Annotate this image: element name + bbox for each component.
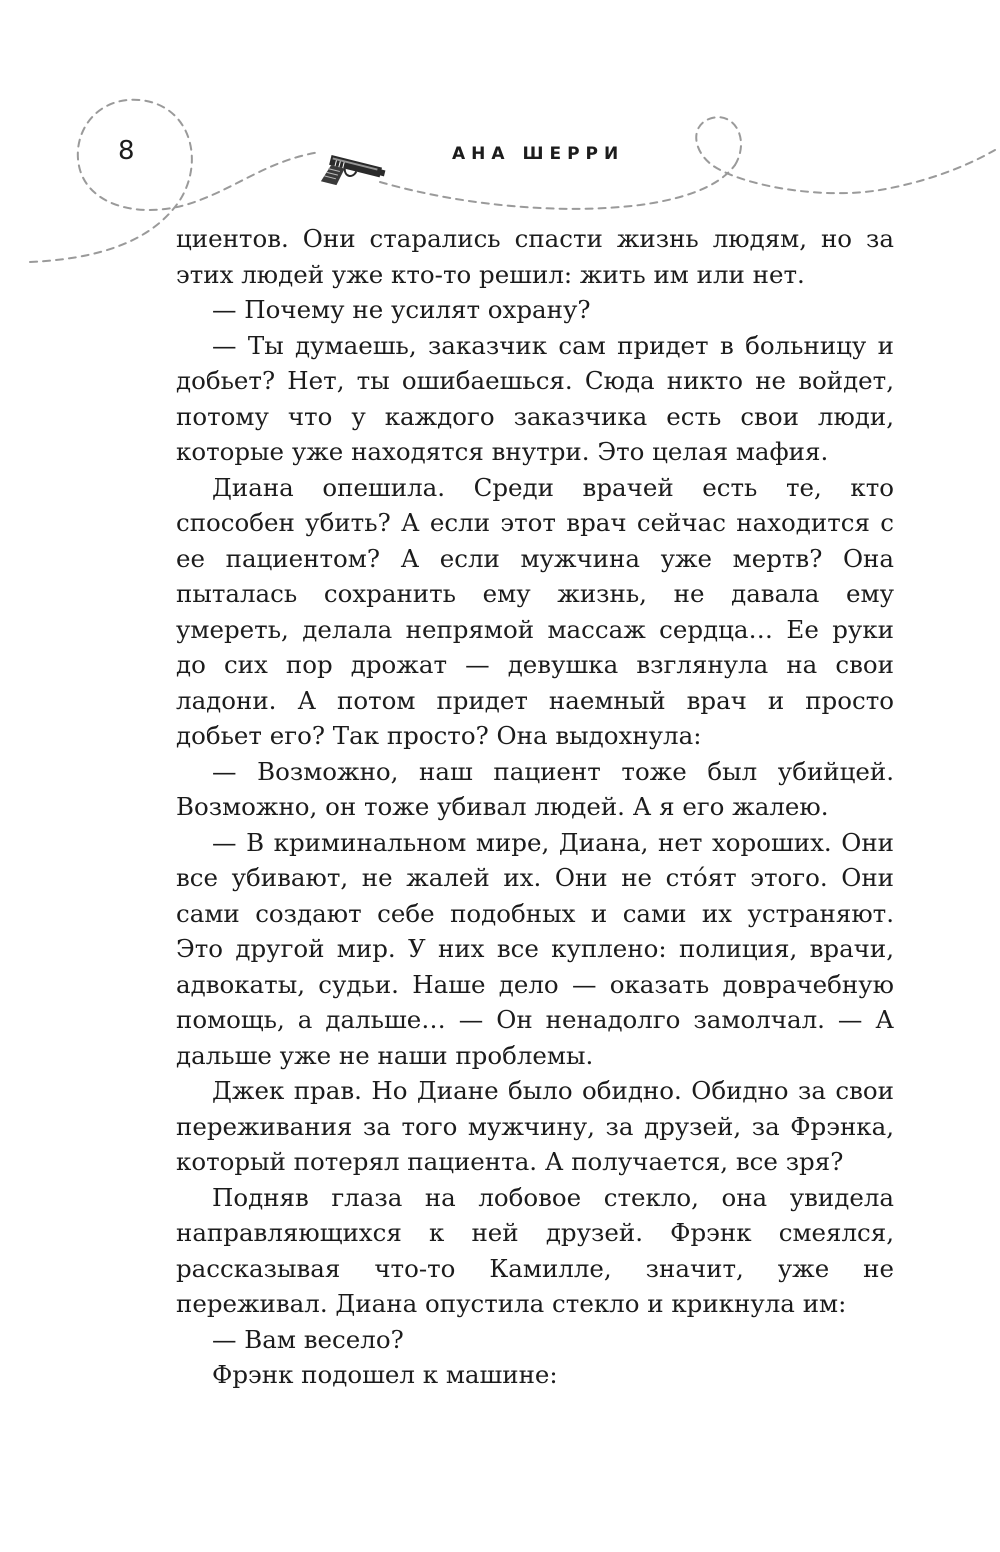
paragraph: — Вам весело? <box>212 1324 404 1354</box>
paragraph: — Возможно, наш пациент тоже был убийцей. Возможно, он тоже убивал людей. А я его жалею. <box>176 756 894 821</box>
right-loop-line <box>696 117 995 193</box>
paragraph: — В криминальном мире, Диана, нет хороших. Они все убивают, не жалей их. Они не сто́ят этого. Они сами создают себе подобных и сами их устраняют. Это другой мир. У них все куплено: полиция, врачи, адвокаты, судьи. Наше дело — оказать доврачебную помощь, а дальше… — Он ненадолго замолчал. — А дальше уже не наши проблемы. <box>176 827 894 1070</box>
paragraph: циентов. Они старались спасти жизнь людям, но за этих людей уже кто-то решил: жить им или нет. <box>176 224 894 289</box>
running-head-author: АНА ШЕРРИ <box>452 144 625 164</box>
paragraph: — Почему не усилят охрану? <box>212 295 591 324</box>
paragraph: Фрэнк подошел к машине: <box>212 1360 558 1389</box>
paragraph: — Ты думаешь, заказчик сам придет в больницу и добьет? Нет, ты ошибаешься. Сюда никто не войдет, потому что у каждого заказчика есть свои люди, которые уже находятся внутри. Это целая мафия. <box>176 330 894 466</box>
center-swoop-line <box>380 165 735 209</box>
paragraph: Джек прав. Но Диане было обидно. Обидно за свои переживания за того мужчину, за друзей, за Фрэнка, который потерял пациента. А получается, все зря? <box>176 1076 894 1176</box>
paragraph: Подняв глаза на лобовое стекло, она увидела направляющихся к ней друзей. Фрэнк смеялся, рассказывая что-то Камилле, значит, уже не переживал. Диана опустила стекло и крикнула им: <box>176 1182 894 1318</box>
pistol-icon <box>310 150 390 194</box>
page-number: 8 <box>118 136 135 166</box>
paragraph: Диана опешила. Среди врачей есть те, кто способен убить? А если этот врач сейчас находится с ее пациентом? А если мужчина уже мертв? Она пыталась сохранить ему жизнь, не давала ему умереть, делала непрямой массаж сердца… Ее руки до сих пор дрожат — девушка взглянула на свои ладони. А потом придет наемный врач и просто добьет его? Так просто? Она выдохнула: <box>176 472 894 750</box>
body-text <box>176 221 894 1393</box>
